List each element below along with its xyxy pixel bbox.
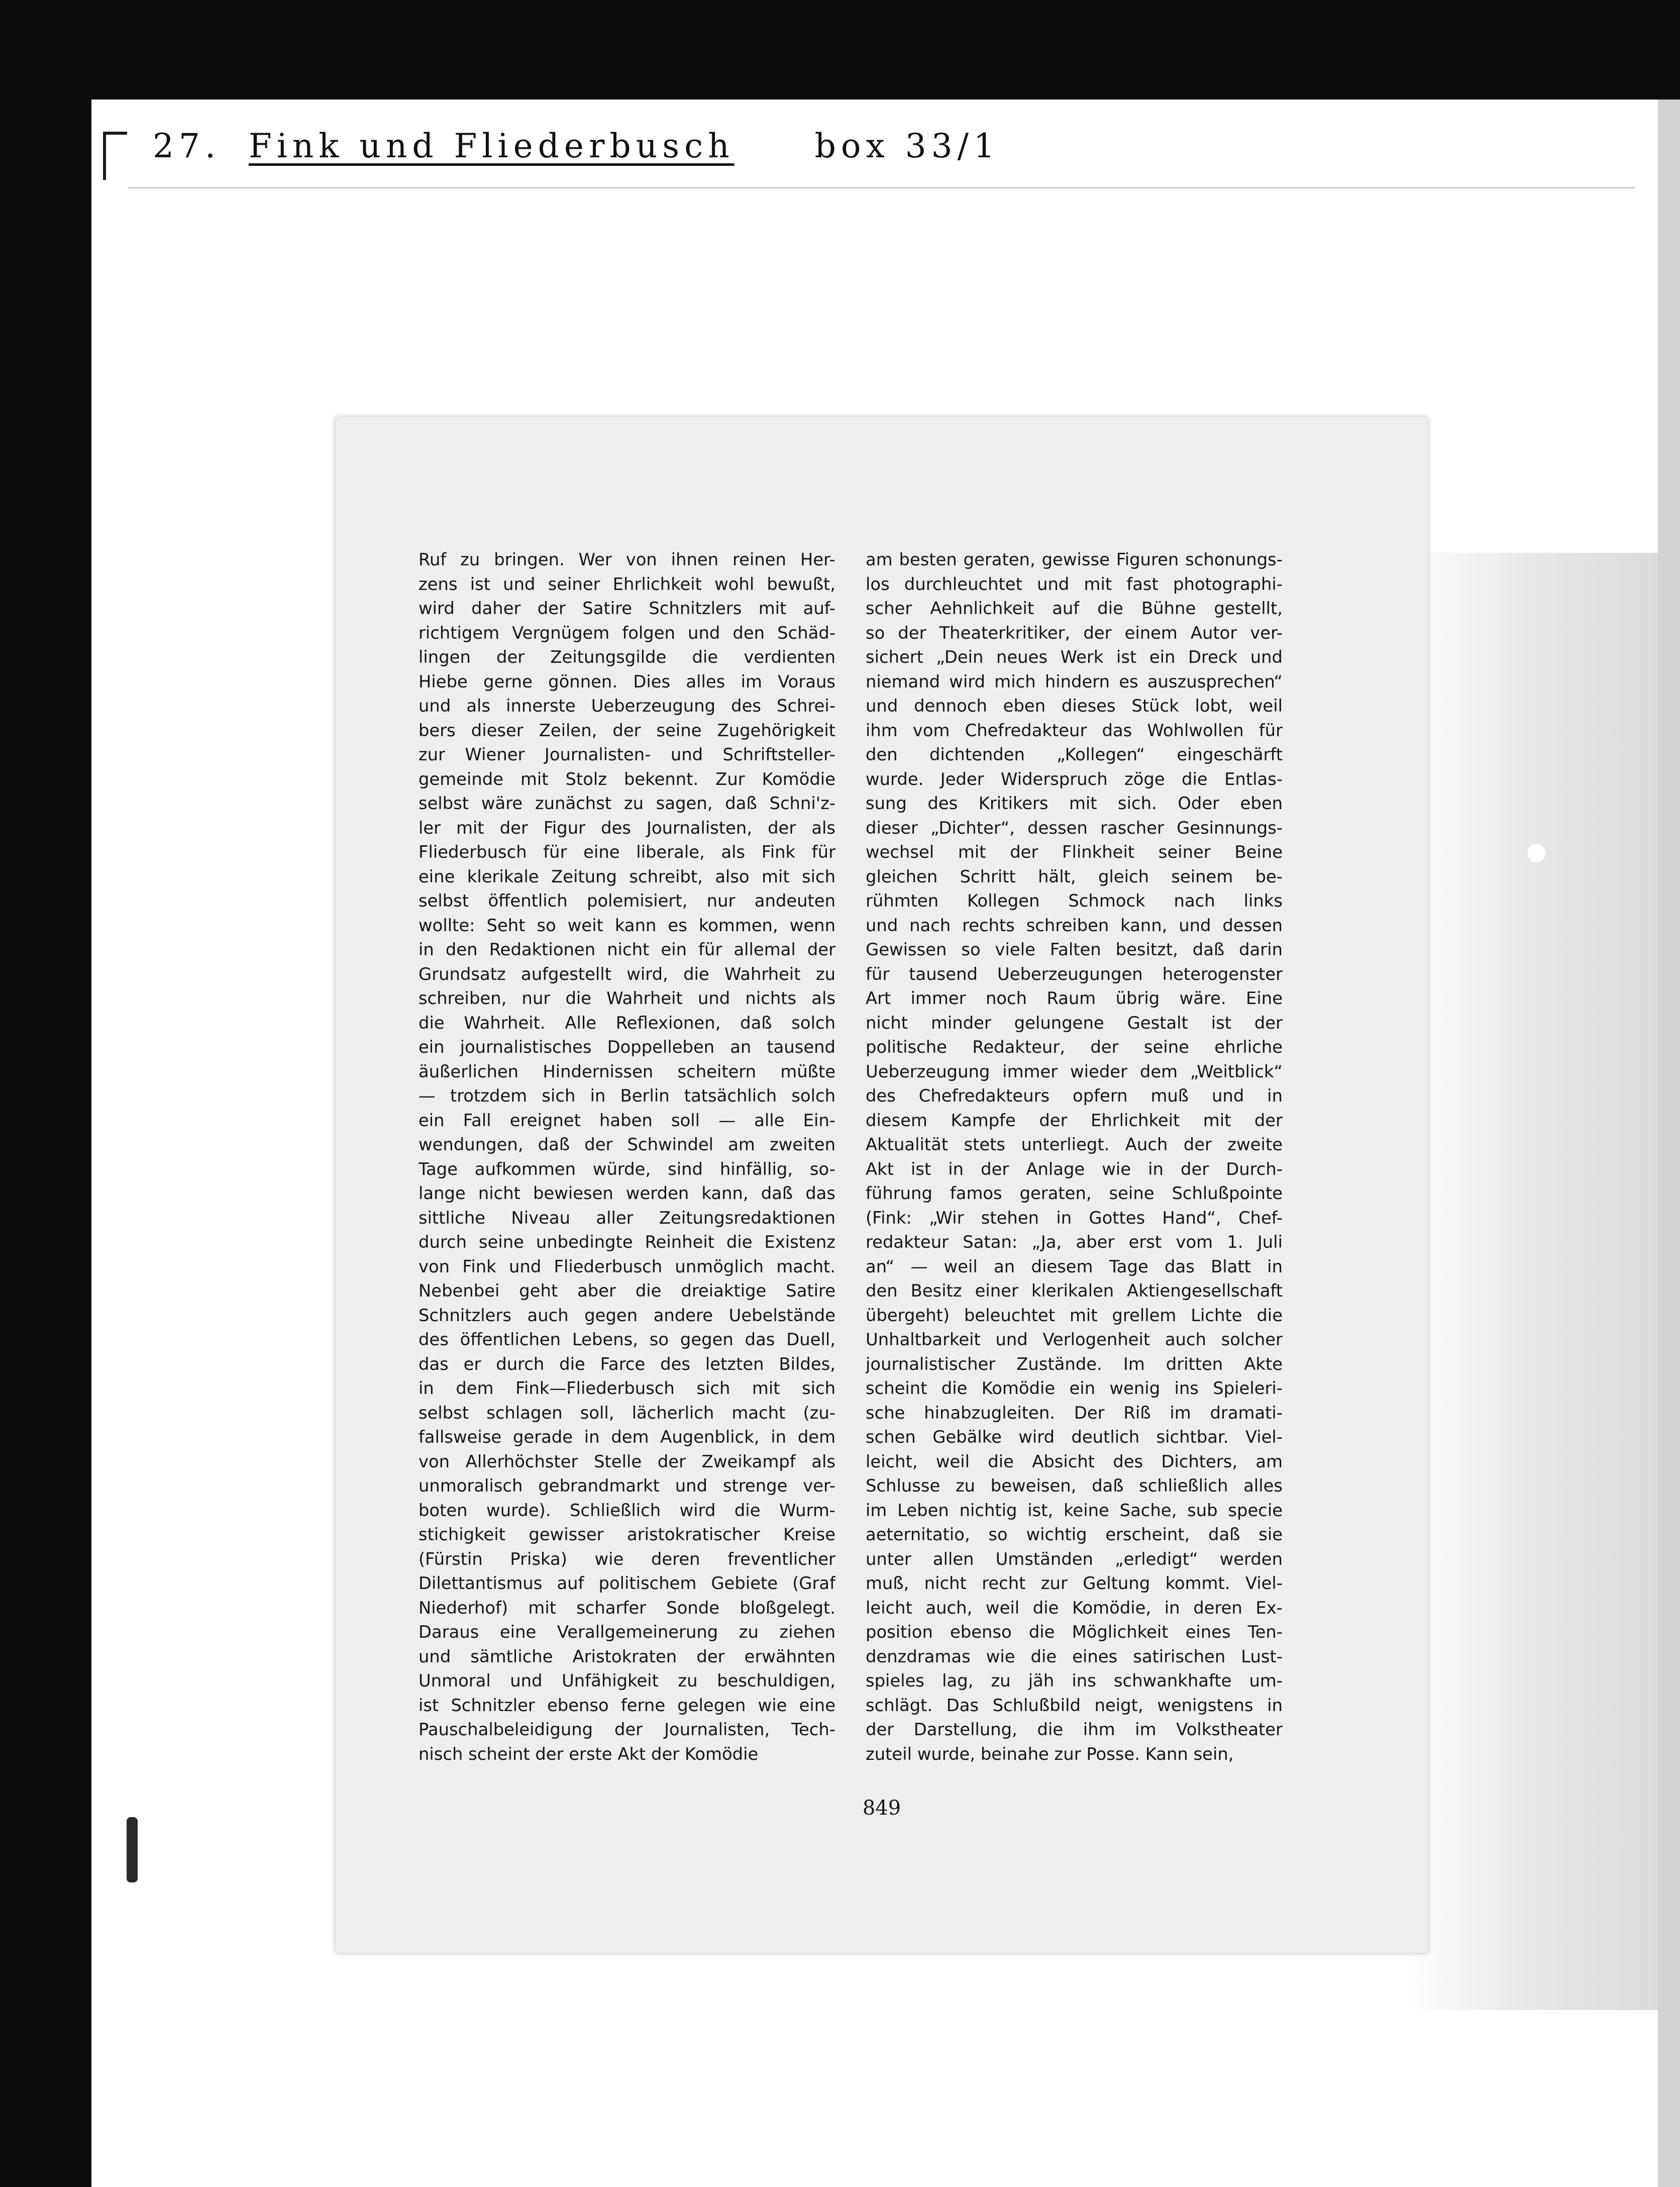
article-line: Hiebe gerne gönnen. Dies alles im Voraus (418, 671, 835, 691)
article-line: Dilettantismus auf politischem Gebiete (Graf (418, 1573, 835, 1593)
article-line: ler mit der Figur des Journalisten, der als (418, 818, 835, 838)
article-line: und als innerste Ueberzeugung des Schrei- (418, 696, 835, 716)
article-line: wechsel mit der Flinkheit seiner Beine (866, 842, 1283, 862)
article-line: denzdramas wie die eines satirischen Lust- (866, 1646, 1283, 1666)
scan-shadow (1407, 553, 1680, 2010)
article-line: des öffentlichen Lebens, so gegen das Duell, (418, 1330, 835, 1349)
article-line: position ebenso die Möglichkeit eines Ten- (866, 1622, 1283, 1642)
article-line: Nebenbei geht aber die dreiaktige Satire (418, 1281, 835, 1301)
article-line: Gewissen so viele Falten besitzt, daß darin (866, 940, 1283, 959)
article-line: durch seine unbedingte Reinheit die Existenz (418, 1232, 835, 1252)
article-line: wurde. Jeder Widerspruch zöge die Entlas- (866, 769, 1283, 789)
article-line: selbst öffentlich polemisiert, nur andeuten (418, 891, 835, 911)
binding-speck (127, 1817, 138, 1882)
article-line: dieser „Dichter“, dessen rascher Gesinnungs- (866, 818, 1283, 838)
card-right-edge (1658, 100, 1680, 2187)
article-line: nicht minder gelungene Gestalt ist der (866, 1013, 1283, 1033)
article-line: ein journalistisches Doppelleben an tausend (418, 1037, 835, 1057)
article-line: den Besitz einer klerikalen Aktiengesellschaft (866, 1281, 1283, 1301)
article-line: sichert „Dein neues Werk ist ein Dreck und (866, 647, 1283, 667)
article-line: schen Gebälke wird deutlich sichtbar. Viel- (866, 1427, 1283, 1447)
page-number: 849 (862, 1797, 901, 1820)
article-line: selbst wäre zunächst zu sagen, daß Schni'z- (418, 793, 835, 813)
box-header (153, 127, 1000, 182)
article-line: den dichtenden „Kollegen“ eingeschärft (866, 745, 1283, 764)
article-line: aeternitatio, so wichtig erscheint, daß sie (866, 1525, 1283, 1544)
article-line: rühmten Kollegen Schmock nach links (866, 891, 1283, 911)
article-line: wendungen, daß der Schwindel am zweiten (418, 1135, 835, 1154)
article-line: leicht, weil die Absicht des Dichters, am (866, 1451, 1283, 1471)
article-line: gleichen Schritt hält, gleich seinem be- (866, 866, 1283, 886)
article-column-left (418, 548, 835, 1766)
article-line: (Fink: „Wir stehen in Gottes Hand“, Chef- (866, 1208, 1283, 1228)
article-line: Art immer noch Raum übrig wäre. Eine (866, 988, 1283, 1008)
article-line: eine klerikale Zeitung schreibt, also mit sich (418, 866, 835, 886)
newspaper-clipping (336, 417, 1428, 1953)
article-line: an“ — weil an diesem Tage das Blatt in (866, 1256, 1283, 1276)
article-line: Fliederbusch für eine liberale, als Fink für (418, 842, 835, 862)
article-column-right (866, 548, 1283, 1766)
article-line: und dennoch eben dieses Stück lobt, weil (866, 696, 1283, 716)
article-line: für tausend Ueberzeugungen heterogenster (866, 964, 1283, 984)
article-line: gemeinde mit Stolz bekennt. Zur Komödie (418, 769, 835, 789)
article-line: Aktualität stets unterliegt. Auch der zweite (866, 1135, 1283, 1154)
article-line: schlägt. Das Schlußbild neigt, wenigstens in (866, 1695, 1283, 1715)
article-line: Tage aufkommen würde, sind hinfällig, so- (418, 1159, 835, 1179)
article-line: schreiben, nur die Wahrheit und nichts als (418, 988, 835, 1008)
article-line: von Allerhöchster Stelle der Zweikampf als (418, 1451, 835, 1471)
article-line: Ueberzeugung immer wieder dem „Weitblick“ (866, 1061, 1283, 1081)
header-rule (128, 187, 1635, 188)
article-line: muß, nicht recht zur Geltung kommt. Viel- (866, 1573, 1283, 1593)
article-line: Daraus eine Verallgemeinerung zu ziehen (418, 1622, 835, 1642)
article-line: von Fink und Fliederbusch unmöglich macht. (418, 1256, 835, 1276)
article-line: lange nicht bewiesen werden kann, daß das (418, 1183, 835, 1203)
article-line: so der Theaterkritiker, der einem Autor ver- (866, 623, 1283, 643)
article-line: und nach rechts schreiben kann, und dessen (866, 915, 1283, 935)
article-line: Unmoral und Unfähigkeit zu beschuldigen, (418, 1671, 835, 1691)
article-line: lingen der Zeitungsgilde die verdienten (418, 647, 835, 667)
article-line: führung famos geraten, seine Schlußpointe (866, 1183, 1283, 1203)
article-line: scher Aehnlichkeit auf die Bühne gestellt, (866, 599, 1283, 618)
article-line: richtigem Vergnügem folgen und den Schäd- (418, 623, 835, 643)
article-line: in den Redaktionen nicht ein für allemal der (418, 940, 835, 959)
article-line: in dem Fink—Fliederbusch sich mit sich (418, 1378, 835, 1398)
article-line: zuteil wurde, beinahe zur Posse. Kann sein, (866, 1744, 1234, 1764)
item-number: 27. (153, 127, 221, 165)
article-line: Schlusse zu beweisen, daß schließlich alles (866, 1476, 1283, 1496)
article-line: niemand wird mich hindern es auszusprechen“ (866, 671, 1283, 691)
article-line: redakteur Satan: „Ja, aber erst vom 1. Juli (866, 1232, 1283, 1252)
article-line: Pauschalbeleidigung der Journalisten, Tech- (418, 1720, 835, 1739)
article-line: Schnitzlers auch gegen andere Uebelstände (418, 1305, 835, 1325)
article-line: ein Fall ereignet haben soll — alle Ein- (418, 1110, 835, 1130)
article-line: zur Wiener Journalisten- und Schriftsteller- (418, 745, 835, 764)
article-line: los durchleuchtet und mit fast photographi- (866, 574, 1283, 594)
article-line: Niederhof) mit scharfer Sonde bloßgelegt. (418, 1598, 835, 1618)
article-line: Akt ist in der Anlage wie in der Durch- (866, 1159, 1283, 1179)
article-line: der Darstellung, die ihm im Volkstheater (866, 1720, 1283, 1739)
article-line: Unhaltbarkeit und Verlogenheit auch solcher (866, 1330, 1283, 1349)
article-line: ist Schnitzler ebenso ferne gelegen wie eine (418, 1695, 835, 1715)
article-line: leicht auch, weil die Komödie, in deren Ex- (866, 1598, 1283, 1618)
article-line: zens ist und seiner Ehrlichkeit wohl bewußt, (418, 574, 835, 594)
article-line: (Fürstin Priska) wie deren freventlicher (418, 1549, 835, 1569)
article-line: selbst schlagen soll, lächerlich macht (zu- (418, 1403, 835, 1423)
box-label: box 33/1 (814, 127, 1000, 165)
article-line: nisch scheint der erste Akt der Komödie (418, 1744, 759, 1764)
article-line: politische Redakteur, der seine ehrliche (866, 1037, 1283, 1057)
corner-mark-horizontal (103, 132, 127, 135)
article-line: am besten geraten, gewisse Figuren schonungs- (866, 550, 1283, 569)
article-line: spieles lag, zu jäh ins schwankhafte um- (866, 1671, 1283, 1691)
article-line: ihm vom Chefredakteur das Wohlwollen für (866, 720, 1283, 740)
article-line: scheint die Komödie ein wenig ins Spieleri- (866, 1378, 1283, 1398)
article-line: stichigkeit gewisser aristokratischer Kreise (418, 1525, 835, 1544)
article-line: — trotzdem sich in Berlin tatsächlich solch (418, 1086, 835, 1106)
article-line: Ruf zu bringen. Wer von ihnen reinen Her- (418, 550, 835, 569)
corner-mark (103, 132, 106, 180)
article-line: fallsweise gerade in dem Augenblick, in dem (418, 1427, 835, 1447)
article-line: sche hinabzugleiten. Der Riß im dramati- (866, 1403, 1283, 1423)
article-line: bers dieser Zeilen, der seine Zugehörigkeit (418, 720, 835, 740)
article-line: unmoralisch gebrandmarkt und strenge ver- (418, 1476, 835, 1496)
article-line: diesem Kampfe der Ehrlichkeit mit der (866, 1110, 1283, 1130)
article-line: sung des Kritikers mit sich. Oder eben (866, 793, 1283, 813)
article-line: des Chefredakteurs opfern muß und in (866, 1086, 1283, 1106)
article-line: boten wurde). Schließlich wird die Wurm- (418, 1500, 835, 1520)
article-line: äußerlichen Hindernissen scheitern müßte (418, 1061, 835, 1081)
article-line: wird daher der Satire Schnitzlers mit auf- (418, 599, 835, 618)
box-title: Fink und Fliederbusch (248, 127, 734, 165)
scan-speck (1527, 844, 1545, 862)
article-line: das er durch die Farce des letzten Bildes, (418, 1354, 835, 1374)
article-line: und sämtliche Aristokraten der erwähnten (418, 1646, 835, 1666)
article-line: journalistischer Zustände. Im dritten Akte (866, 1354, 1283, 1374)
article-line: Grundsatz aufgestellt wird, die Wahrheit zu (418, 964, 835, 984)
article-line: sittliche Niveau aller Zeitungsredaktionen (418, 1208, 835, 1228)
article-line: übergeht) beleuchtet mit grellem Lichte die (866, 1305, 1283, 1325)
article-line: unter allen Umständen „erledigt“ werden (866, 1549, 1283, 1569)
article-line: wollte: Seht so weit kann es kommen, wenn (418, 915, 835, 935)
article-line: im Leben nichtig ist, keine Sache, sub specie (866, 1500, 1283, 1520)
article-line: die Wahrheit. Alle Reflexionen, daß solch (418, 1013, 835, 1033)
